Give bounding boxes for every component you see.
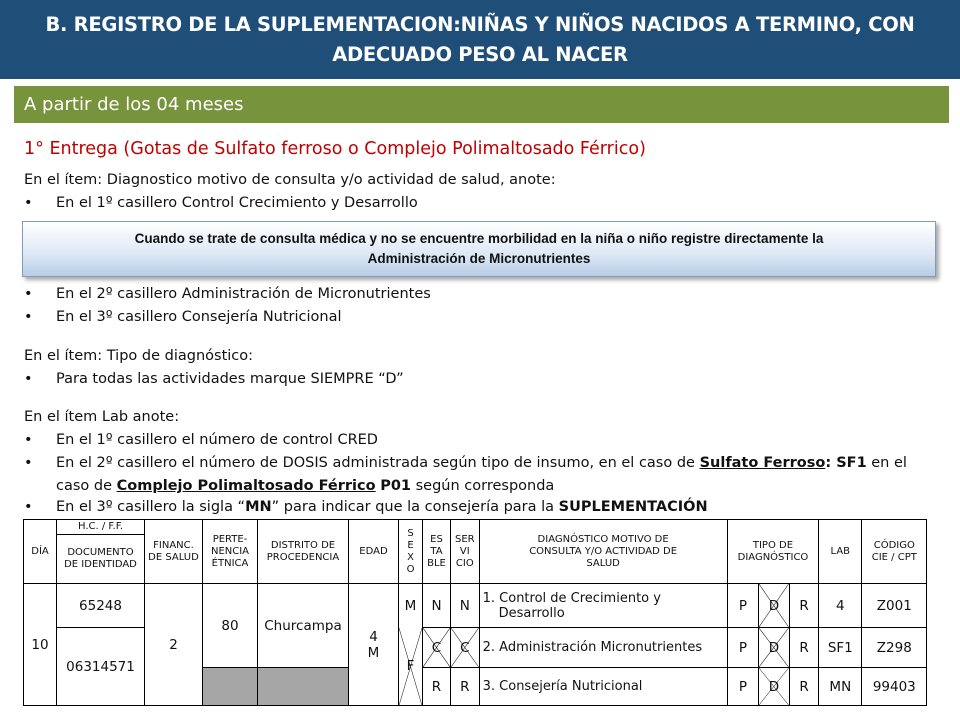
- item1-title: En el ítem: Diagnostico motivo de consulta y/o actividad de salud, anote:: [24, 172, 556, 188]
- cell-doc: 06314571: [57, 628, 145, 706]
- item1-bullet-3: • En el 3º casillero Consejería Nutricional: [24, 309, 342, 325]
- cell-distrito: Churcampa: [258, 584, 349, 668]
- cell-hc: 65248: [57, 584, 145, 628]
- header-lab: LAB: [819, 520, 862, 584]
- cell-r-3: R: [789, 668, 819, 706]
- header-doc: DOCUMENTO DE IDENTIDAD: [57, 535, 145, 584]
- title-line-1: B. REGISTRO DE LA SUPLEMENTACION:NIÑAS Y NIÑOS NACIDOS A TERMINO, CON: [45, 12, 915, 36]
- title-line-2: ADECUADO PESO AL NACER: [332, 42, 628, 66]
- cell-d-1: D: [759, 584, 790, 628]
- cell-esta-3: R: [423, 668, 451, 706]
- item3-title: En el ítem Lab anote:: [24, 409, 180, 425]
- cell-servi-1: N: [451, 584, 480, 628]
- his-register-table: [23, 519, 927, 706]
- item2-title: En el ítem: Tipo de diagnóstico:: [24, 348, 254, 364]
- cell-sexo-f: F: [399, 628, 423, 706]
- entrega-heading: 1° Entrega (Gotas de Sulfato ferroso o Complejo Polimaltosado Férrico): [24, 139, 646, 159]
- cell-p-1: P: [727, 584, 759, 628]
- cell-r-1: R: [789, 584, 819, 628]
- item3-bullet-1: • En el 1º casillero el número de control CRED: [24, 432, 378, 448]
- header-diagnostico: DIAGNÓSTICO MOTIVO DE CONSULTA Y/O ACTIVIDAD DE SALUD: [479, 520, 727, 584]
- cell-codigo-2: Z298: [862, 628, 927, 668]
- item1-bullet-1: • En el 1º casillero Control Crecimiento y Desarrollo: [24, 195, 418, 211]
- note-line-1: Cuando se trate de consulta médica y no se encuentre morbilidad en la niña o niño registre directamente la: [134, 231, 824, 246]
- cell-distrito-grey: [258, 668, 349, 706]
- cell-lab-2: SF1: [819, 628, 862, 668]
- cell-p-3: P: [727, 668, 759, 706]
- header-servi: SER VI CIO: [451, 520, 480, 584]
- header-sexo: S E X O: [399, 520, 423, 584]
- cell-esta-2: C: [423, 628, 451, 668]
- header-financ: FINANC. DE SALUD: [145, 520, 203, 584]
- subheader-bar: A partir de los 04 meses: [14, 86, 949, 123]
- cell-perte: 80: [203, 584, 258, 668]
- cell-p-2: P: [727, 628, 759, 668]
- header-dia: DÍA: [24, 520, 57, 584]
- cell-diag-3: 3. Consejería Nutricional: [479, 668, 727, 706]
- header-hc: H.C. / F.F.: [57, 520, 145, 535]
- cell-codigo-3: 99403: [862, 668, 927, 706]
- item3-bullet-3: • En el 3º casillero la sigla “MN” para indicar que la consejería para la SUPLEMENTACIÓN: [24, 499, 708, 515]
- cell-edad: 4 M: [349, 584, 399, 706]
- title-banner: [0, 0, 960, 79]
- cell-dia: 10: [24, 584, 57, 706]
- note-line-2: Administración de Micronutrientes: [367, 251, 591, 266]
- cell-servi-3: R: [451, 668, 480, 706]
- cell-d-2: D: [759, 628, 790, 668]
- note-box: [22, 221, 936, 277]
- cell-lab-1: 4: [819, 584, 862, 628]
- cell-perte-grey: [203, 668, 258, 706]
- cell-codigo-1: Z001: [862, 584, 927, 628]
- item1-bullet-2: • En el 2º casillero Administración de Micronutrientes: [24, 286, 431, 302]
- cell-r-2: R: [789, 628, 819, 668]
- cell-diag-1: 1. Control de Crecimiento y Desarrollo: [479, 584, 727, 628]
- header-perte: PERTE- NENCIA ÉTNICA: [203, 520, 258, 584]
- cell-esta-1: N: [423, 584, 451, 628]
- item3-bullet-2-cont: caso de Complejo Polimaltosado Férrico P01 según corresponda: [56, 478, 555, 494]
- header-tipo: TIPO DE DIAGNÓSTICO: [727, 520, 819, 584]
- cell-lab-3: MN: [819, 668, 862, 706]
- cell-diag-2: 2. Administración Micronutrientes: [479, 628, 727, 668]
- header-esta: ES TA BLE: [423, 520, 451, 584]
- cell-servi-2: C: [451, 628, 480, 668]
- header-distrito: DISTRITO DE PROCEDENCIA: [258, 520, 349, 584]
- header-edad: EDAD: [349, 520, 399, 584]
- cell-sexo: M: [399, 584, 423, 628]
- item2-bullet-1: • Para todas las actividades marque SIEMPRE “D”: [24, 371, 404, 387]
- cell-financ: 2: [145, 584, 203, 706]
- item3-bullet-2: • En el 2º casillero el número de DOSIS administrada según tipo de insumo, en el caso de Sulfato Ferroso: SF1 en el: [24, 455, 907, 471]
- header-codigo: CÓDIGO CIE / CPT: [862, 520, 927, 584]
- cell-d-3: D: [759, 668, 790, 706]
